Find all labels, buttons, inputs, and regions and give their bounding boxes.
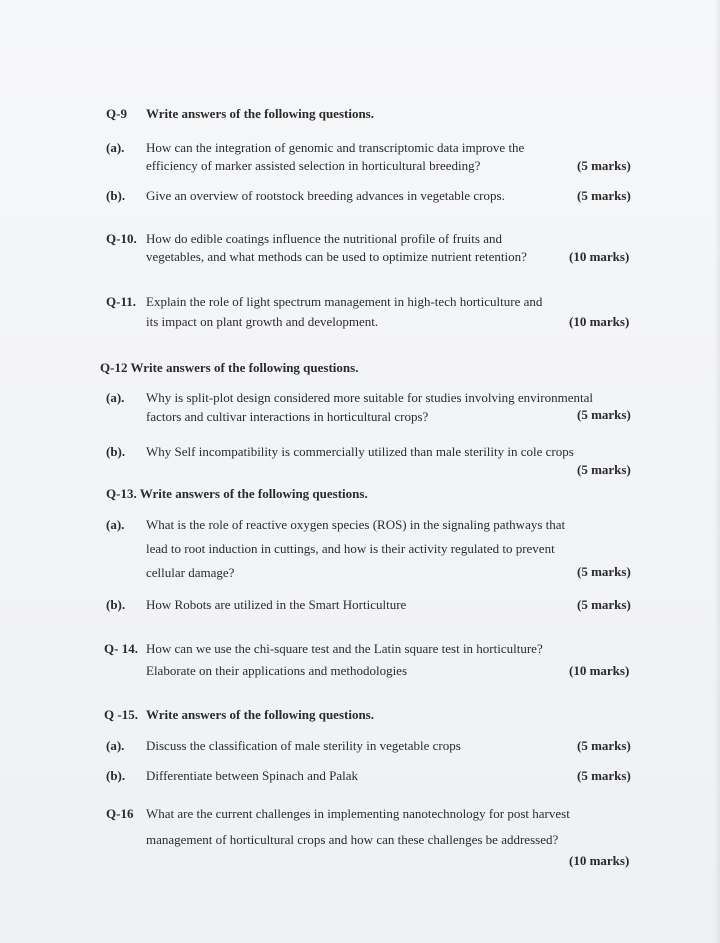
q9a-line1: How can the integration of genomic and transcriptomic data improve the	[146, 140, 525, 155]
q13a-label: (a).	[106, 517, 125, 532]
q13b-marks: (5 marks)	[577, 597, 631, 612]
q12b-line1: Why Self incompatibility is commercially utilized than male sterility in cole crops	[146, 444, 574, 459]
q16-line2: management of horticultural crops and how can these challenges be addressed?	[146, 832, 559, 847]
q9a-marks: (5 marks)	[577, 158, 631, 173]
q13-heading: Q-13. Write answers of the following questions.	[106, 486, 368, 501]
q12-heading: Q-12 Write answers of the following questions.	[100, 360, 359, 375]
q11-marks: (10 marks)	[569, 314, 630, 329]
q9-number: Q-9	[106, 106, 127, 121]
q9b-marks: (5 marks)	[577, 188, 631, 203]
q9a-line2: efficiency of marker assisted selection in horticultural breeding?	[146, 158, 481, 173]
q16-line1: What are the current challenges in implementing nanotechnology for post harvest	[146, 806, 570, 821]
q12b-marks: (5 marks)	[577, 462, 631, 477]
q14-marks: (10 marks)	[569, 663, 630, 678]
q9b-label: (b).	[106, 188, 126, 203]
q12a-line1: Why is split-plot design considered more suitable for studies involving environmental	[146, 390, 593, 405]
q11-line1: Explain the role of light spectrum management in high-tech horticulture and	[146, 294, 543, 309]
q12a-marks: (5 marks)	[577, 407, 631, 422]
q13b-line1: How Robots are utilized in the Smart Horticulture	[146, 597, 407, 612]
q13a-line1: What is the role of reactive oxygen species (ROS) in the signaling pathways that	[146, 517, 566, 532]
q15b-label: (b).	[106, 768, 126, 783]
q13a-line3: cellular damage?	[146, 565, 235, 580]
q13b-label: (b).	[106, 597, 126, 612]
q10-marks: (10 marks)	[569, 249, 630, 264]
q15-number: Q -15.	[104, 707, 138, 722]
q15a-marks: (5 marks)	[577, 738, 631, 753]
q12a-label: (a).	[106, 390, 125, 405]
q11-line2: its impact on plant growth and development.	[146, 314, 379, 329]
q14-line2: Elaborate on their applications and methodologies	[146, 663, 408, 678]
q16-marks: (10 marks)	[569, 853, 630, 868]
q9b-line1: Give an overview of rootstock breeding advances in vegetable crops.	[146, 188, 505, 203]
q12b-label: (b).	[106, 444, 126, 459]
q12a-line2: factors and cultivar interactions in horticultural crops?	[146, 409, 429, 424]
q9-heading: Write answers of the following questions.	[146, 106, 374, 121]
q10-line1: How do edible coatings influence the nutritional profile of fruits and	[146, 231, 502, 246]
q9a-label: (a).	[106, 140, 125, 155]
q13a-line2: lead to root induction in cuttings, and how is their activity regulated to prevent	[146, 541, 555, 556]
q15-heading: Write answers of the following questions.	[146, 707, 374, 722]
scan-edge	[714, 0, 720, 943]
q15b-line1: Differentiate between Spinach and Palak	[146, 768, 359, 783]
q11-number: Q-11.	[106, 294, 136, 309]
q16-number: Q-16	[106, 806, 134, 821]
q14-line1: How can we use the chi-square test and the Latin square test in horticulture?	[146, 641, 543, 656]
q15a-line1: Discuss the classification of male sterility in vegetable crops	[146, 738, 461, 753]
q13a-marks: (5 marks)	[577, 564, 631, 579]
q14-number: Q- 14.	[104, 641, 138, 656]
q10-line2: vegetables, and what methods can be used to optimize nutrient retention?	[146, 249, 527, 264]
q15a-label: (a).	[106, 738, 125, 753]
q10-number: Q-10.	[106, 231, 137, 246]
q15b-marks: (5 marks)	[577, 768, 631, 783]
